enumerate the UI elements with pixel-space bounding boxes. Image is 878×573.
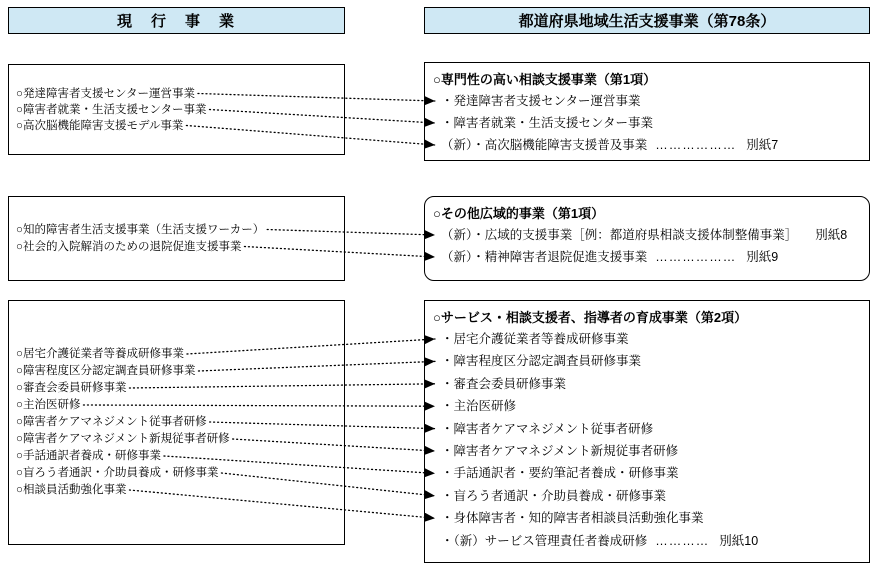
right-program-text: ・主治医研修 xyxy=(441,399,517,414)
right-program-text: ・障害者就業・生活支援センター事業 xyxy=(441,116,654,130)
other-wide-area-box xyxy=(424,196,870,281)
box-title: ○専門性の高い相談支援事業（第1項） xyxy=(433,72,657,87)
left-program-item xyxy=(16,86,344,102)
left-program-item xyxy=(16,414,344,431)
left-program-item xyxy=(16,465,344,482)
right-program-text: ・（新）サービス管理責任者養成研修 xyxy=(441,533,648,548)
left-program-item xyxy=(16,102,344,118)
right-program-text: （新）・広域的支援事業［例：都道府県相談支援体制整備事業］ xyxy=(441,228,798,242)
right-program-text: ・盲ろう者通訳・介助員養成・研修事業 xyxy=(441,488,667,503)
dot-leader: ………… xyxy=(655,533,710,548)
left-program-text: ○盲ろう者通訳・介助員養成・研修事業 xyxy=(16,467,219,479)
left-program-text: ○障害者ケアマネジメント従事者研修 xyxy=(16,416,207,428)
right-program-item xyxy=(425,440,869,462)
left-program-item xyxy=(16,118,344,134)
left-program-text: ○主治医研修 xyxy=(16,399,81,411)
training-programs-box xyxy=(424,300,870,563)
attachment-ref: 別紙10 xyxy=(719,533,759,548)
right-program-text: （新）・高次脳機能障害支援普及事業 xyxy=(441,138,648,152)
right-program-text: ・障害者ケアマネジメント新規従事者研修 xyxy=(441,444,679,459)
left-program-text: ○障害者ケアマネジメント新規従事者研修 xyxy=(16,433,230,445)
right-program-item xyxy=(425,485,869,507)
left-program-item xyxy=(16,380,344,397)
left-program-item xyxy=(16,346,344,363)
dot-leader: ……………… xyxy=(655,250,737,264)
left-program-item xyxy=(16,363,344,380)
left-program-item xyxy=(16,397,344,414)
right-program-item xyxy=(425,418,869,440)
right-program-text: ・発達障害者支援センター運営事業 xyxy=(441,94,641,108)
left-program-text: ○知的障害者生活支援事業（生活支援ワーカー） xyxy=(16,223,265,236)
left-program-text: ○発達障害者支援センター運営事業 xyxy=(16,87,195,100)
left-program-text: ○障害者就業・生活支援センター事業 xyxy=(16,103,207,116)
right-program-item xyxy=(425,530,869,552)
right-program-item xyxy=(425,507,869,529)
prefectural-programs-header: 都道府県地域生活支援事業（第78条） xyxy=(424,7,870,34)
right-program-item xyxy=(425,224,869,246)
left-program-item xyxy=(16,222,344,239)
left-program-text: ○居宅介護従業者等養成研修事業 xyxy=(16,348,184,360)
left-program-item xyxy=(16,448,344,465)
right-program-text: ・障害程度区分認定調査員研修事業 xyxy=(441,354,642,369)
specialized-consultation-box xyxy=(424,62,870,161)
right-program-item xyxy=(425,350,869,372)
right-program-item xyxy=(425,462,869,484)
left-program-text: ○障害程度区分認定調査員研修事業 xyxy=(16,365,196,377)
right-program-text: ・審査会委員研修事業 xyxy=(441,376,567,391)
right-program-item xyxy=(425,395,869,417)
current-programs-header: 現 行 事 業 xyxy=(8,7,345,34)
left-program-item xyxy=(16,431,344,448)
right-program-text: ・居宅介護従業者等養成研修事業 xyxy=(441,332,629,346)
left-program-text: ○相談員活動強化事業 xyxy=(16,484,127,496)
left-program-text: ○社会的入院解消のための退院促進支援事業 xyxy=(16,240,242,253)
left-program-text: ○高次脳機能障害支援モデル事業 xyxy=(16,119,184,132)
box-title: ○その他広域的事業（第1項） xyxy=(433,206,605,221)
right-program-text: ・身体障害者・知的障害者相談員活動強化事業 xyxy=(441,511,704,526)
attachment-ref: 別紙9 xyxy=(746,250,779,264)
right-program-item xyxy=(425,112,869,134)
right-program-item xyxy=(425,328,869,350)
dot-leader: ……………… xyxy=(655,138,737,152)
left-program-item xyxy=(16,482,344,499)
right-program-text: ・手話通訳者・要約筆記者養成・研修事業 xyxy=(441,466,679,481)
right-program-item xyxy=(425,134,869,156)
right-program-text: （新）・精神障害者退院促進支援事業 xyxy=(441,250,648,264)
left-program-text: ○手話通訳者養成・研修事業 xyxy=(16,450,161,462)
right-program-item xyxy=(425,246,869,268)
left-program-text: ○審査会委員研修事業 xyxy=(16,382,127,394)
right-program-item xyxy=(425,373,869,395)
attachment-ref: 別紙7 xyxy=(746,138,779,152)
right-program-item xyxy=(425,90,869,112)
current-programs-box-training xyxy=(8,300,345,545)
current-programs-box-wide-area xyxy=(8,196,345,281)
attachment-ref: 別紙8 xyxy=(815,228,848,242)
left-program-item xyxy=(16,239,344,256)
box-title: ○サービス・相談支援者、指導者の育成事業（第2項） xyxy=(433,310,748,325)
right-program-text: ・障害者ケアマネジメント従事者研修 xyxy=(441,421,654,436)
current-programs-box-consultation xyxy=(8,64,345,155)
